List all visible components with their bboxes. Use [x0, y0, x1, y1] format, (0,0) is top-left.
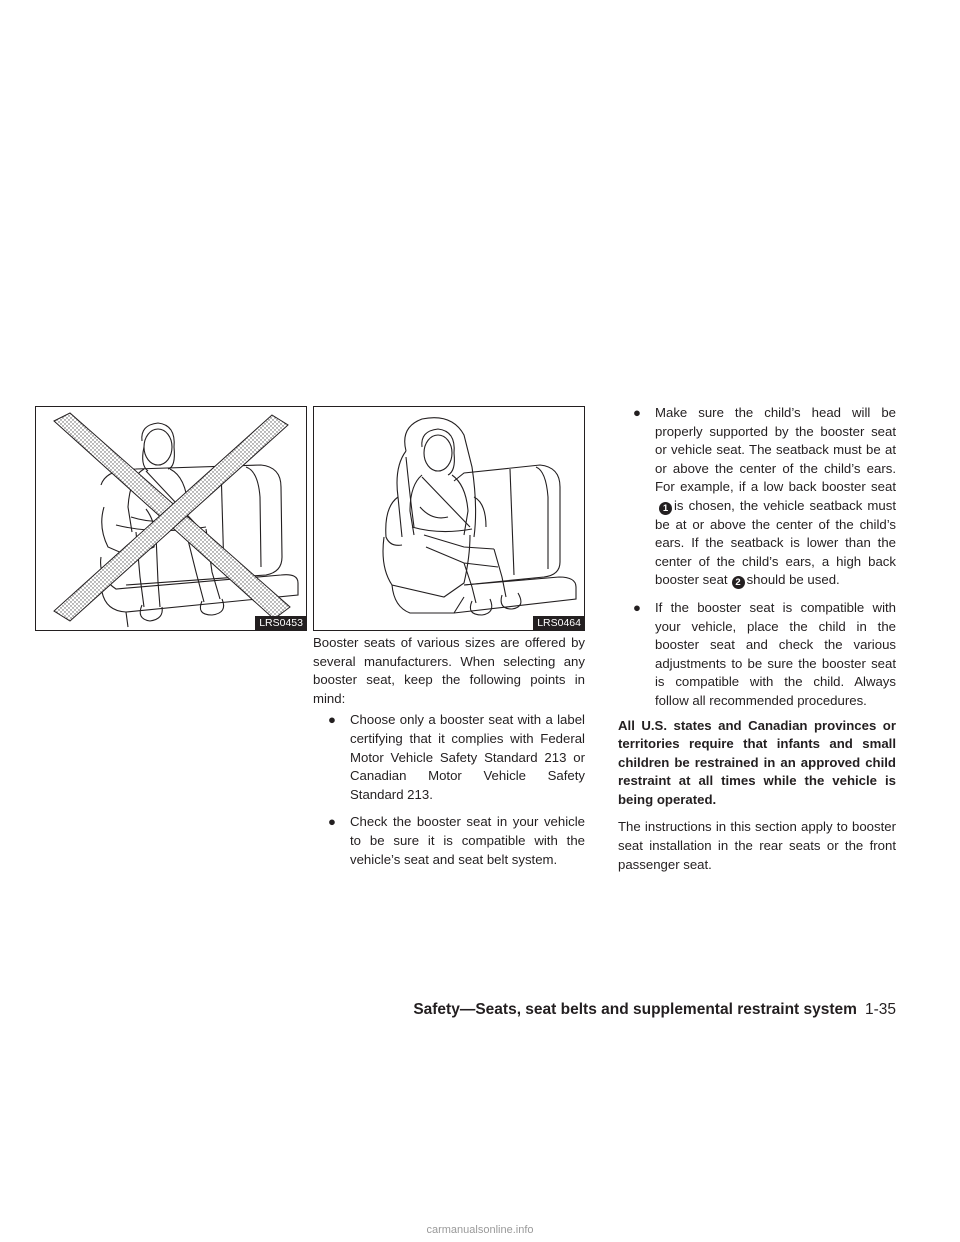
callout-1-icon: 1 — [659, 502, 672, 515]
bullet-text: Check the booster seat in your vehicle to be sure it is compatible with the vehicle’s seat and seat belt system. — [350, 814, 585, 867]
bullet-icon: ● — [633, 405, 641, 420]
bullet-item: ● Make sure the child’s head will be properly supported by the booster seat or vehicle seat. The seatback must be at or above the center of the child’s ears. For example, if a low back booster seat1 is chosen, the vehicle seatback must be at or above the center of the child’s ears. If the seatback is lower than the center of the child’s ears, a high back booster seat 2 should be used. — [633, 405, 896, 589]
intro-paragraph: Booster seats of various sizes are offered by several manufacturers. When selecting any booster seat, keep the following points in mind: — [313, 635, 585, 706]
figure-code: LRS0464 — [533, 616, 584, 630]
section-title: Safety—Seats, seat belts and supplemental restraint system — [413, 1001, 857, 1018]
bullet-text: Choose only a booster seat with a label certifying that it complies with Federal Motor Vehicle Safety Standard 213 or Canadian Motor Vehicle Safety Standard 213. — [350, 712, 585, 802]
bullet-icon: ● — [633, 599, 641, 615]
bullet-item — [328, 813, 585, 869]
bullet-icon: ● — [328, 712, 336, 728]
page-footer — [0, 1001, 896, 1019]
page-number: 1-35 — [864, 1001, 896, 1018]
watermark: carmanualsonline.info — [426, 1224, 534, 1236]
booster-seat-illustration-correct — [314, 407, 584, 630]
figure-lrs0453 — [35, 406, 307, 631]
callout-2-icon: 2 — [732, 576, 745, 589]
middle-column — [313, 634, 585, 869]
bullet-icon: ● — [328, 814, 336, 830]
right-column — [618, 404, 896, 874]
bullet-item — [633, 599, 896, 711]
booster-seat-illustration-incorrect — [36, 407, 306, 630]
figure-code: LRS0453 — [255, 616, 306, 630]
instructions-paragraph: The instructions in this section apply to booster seat installation in the rear seats or the front passenger seat. — [618, 819, 896, 872]
bullet-text: If the booster seat is compatible with your vehicle, place the child in the booster seat and check the various adjustments to be sure the booster seat is compatible with the child. Always follow all recommended procedures. — [655, 599, 896, 708]
bullet-item — [328, 711, 585, 804]
bold-paragraph: All U.S. states and Canadian provinces or territories require that infants and small children be restrained in an approved child restraint at all times while the vehicle is being operated. — [618, 717, 896, 807]
figure-lrs0464 — [313, 406, 585, 631]
